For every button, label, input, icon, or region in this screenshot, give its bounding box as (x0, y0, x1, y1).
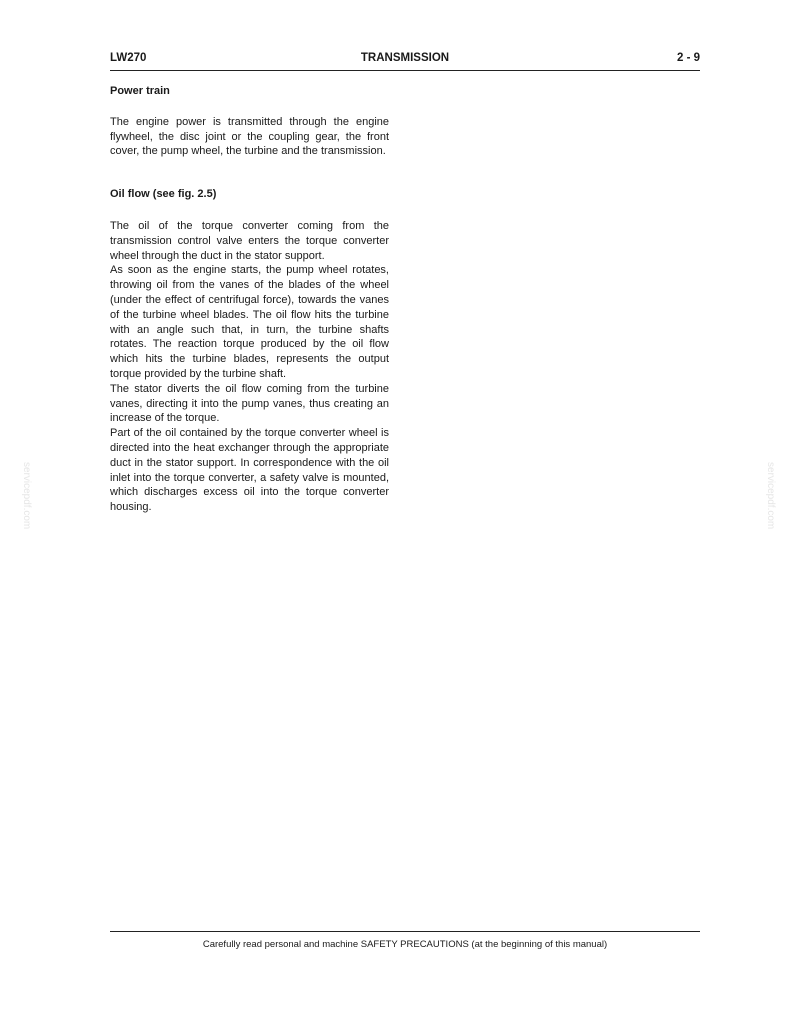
page-number: 2 - 9 (676, 52, 700, 64)
paragraph: The oil of the torque converter coming from the transmission control valve enters the torque converter wheel through the duct in the stator support. (110, 219, 389, 262)
paragraph: The engine power is transmitted through the engine flywheel, the disc joint or the coupling gear, the front cover, the pump wheel, the turbine and the transmission. (110, 115, 389, 158)
heading-power-train: Power train (110, 85, 170, 97)
watermark-left: servicepdf.com (21, 462, 32, 530)
footer-divider (110, 931, 700, 932)
paragraph: Part of the oil contained by the torque converter wheel is directed into the heat exchanger through the appropriate duct in the stator support. In correspondence with the oil inlet into the torque converter, a safety valve is mounted, which discharges excess oil into the torque converter housing. (110, 427, 389, 514)
paragraph: As soon as the engine starts, the pump wheel rotates, throwing oil from the vanes of the blades of the wheel (under the effect of centrifugal force), towards the vanes of the turbine wheel blades. The oil flow hits the turbine with an angle such that, in turn, the turbine shafts rotates. The reaction torque produced by the oil flow which hits the turbine blades, represents the output torque provided by the turbine shaft. (110, 264, 389, 380)
heading-oil-flow: Oil flow (see fig. 2.5) (110, 188, 217, 201)
paragraph: The stator diverts the oil flow coming from the turbine vanes, directing it into the pump vanes, thus creating an increase of the torque. (110, 382, 389, 425)
section-title: TRANSMISSION (360, 52, 450, 64)
footer-note: Carefully read personal and machine SAFETY PRECAUTIONS (at the beginning of this manual) (202, 939, 608, 950)
page-header (110, 52, 700, 71)
watermark-right: servicepdf.com (765, 462, 776, 530)
model-label: LW270 (110, 52, 147, 64)
body-text (110, 84, 389, 515)
